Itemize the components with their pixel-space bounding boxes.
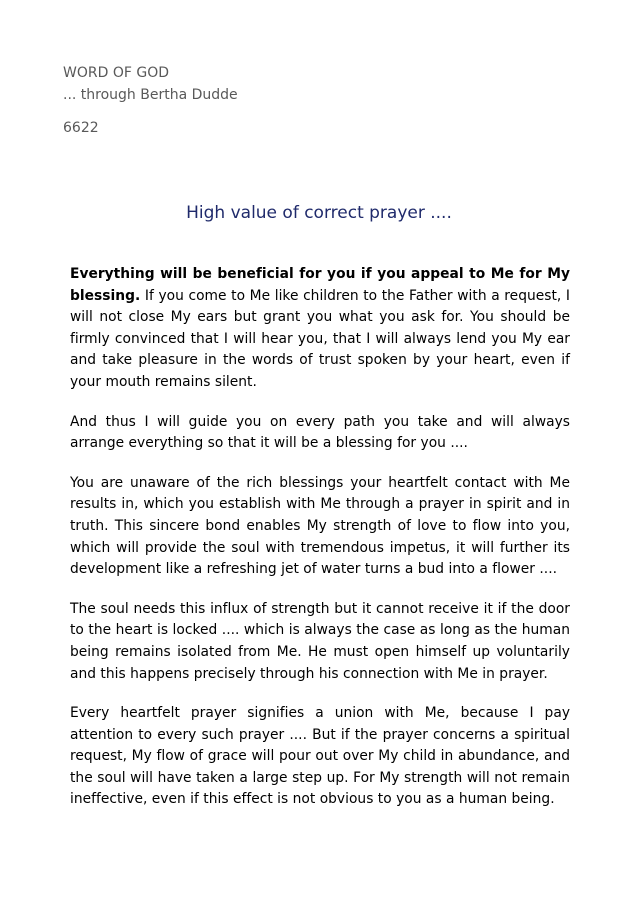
page-title: High value of correct prayer .... bbox=[186, 203, 452, 223]
publication-title: WORD OF GOD bbox=[63, 65, 169, 81]
paragraph-1-text: If you come to Me like children to the Father with a request, I will not close My ears but grant you what you ask for. You should be firmly convinced that I will hear you, that I will always lend you My ear and take pleasure in the words of trust spoken by your heart, even if your mouth remains silent. bbox=[70, 287, 570, 390]
paragraph-1 bbox=[70, 264, 570, 394]
paragraph-2: And thus I will guide you on every path you take and will always arrange everything so that it will be a blessing for you .... bbox=[70, 413, 570, 452]
paragraph-1-bold-lead: Everything will be beneficial for you if you appeal to Me for My blessing. bbox=[70, 266, 570, 304]
document-number: 6622 bbox=[63, 120, 99, 136]
document-header bbox=[63, 62, 238, 106]
paragraph-5: Every heartfelt prayer signifies a union with Me, because I pay attention to every such prayer .... But if the prayer concerns a spiritual request, My flow of grace will pour out over My child in abundance, and the soul will have taken a large step up. For My strength will not remain ineffective, even if this effect is not obvious to you as a human being. bbox=[70, 705, 570, 808]
paragraph-3: You are unaware of the rich blessings your heartfelt contact with Me results in, which you establish with Me through a prayer in spirit and in truth. This sincere bond enables My strength of love to flow into you, which will provide the soul with tremendous impetus, it will further its development like a refreshing jet of water turns a bud into a flower .... bbox=[70, 474, 570, 578]
author-line: ... through Bertha Dudde bbox=[63, 87, 238, 103]
body-text bbox=[70, 264, 570, 829]
paragraph-4: The soul needs this influx of strength but it cannot receive it if the door to the heart is locked .... which is always the case as long as the human being remains isolated from Me. He must open himself up voluntarily and this happens precisely through his connection with Me in prayer. bbox=[70, 600, 570, 682]
